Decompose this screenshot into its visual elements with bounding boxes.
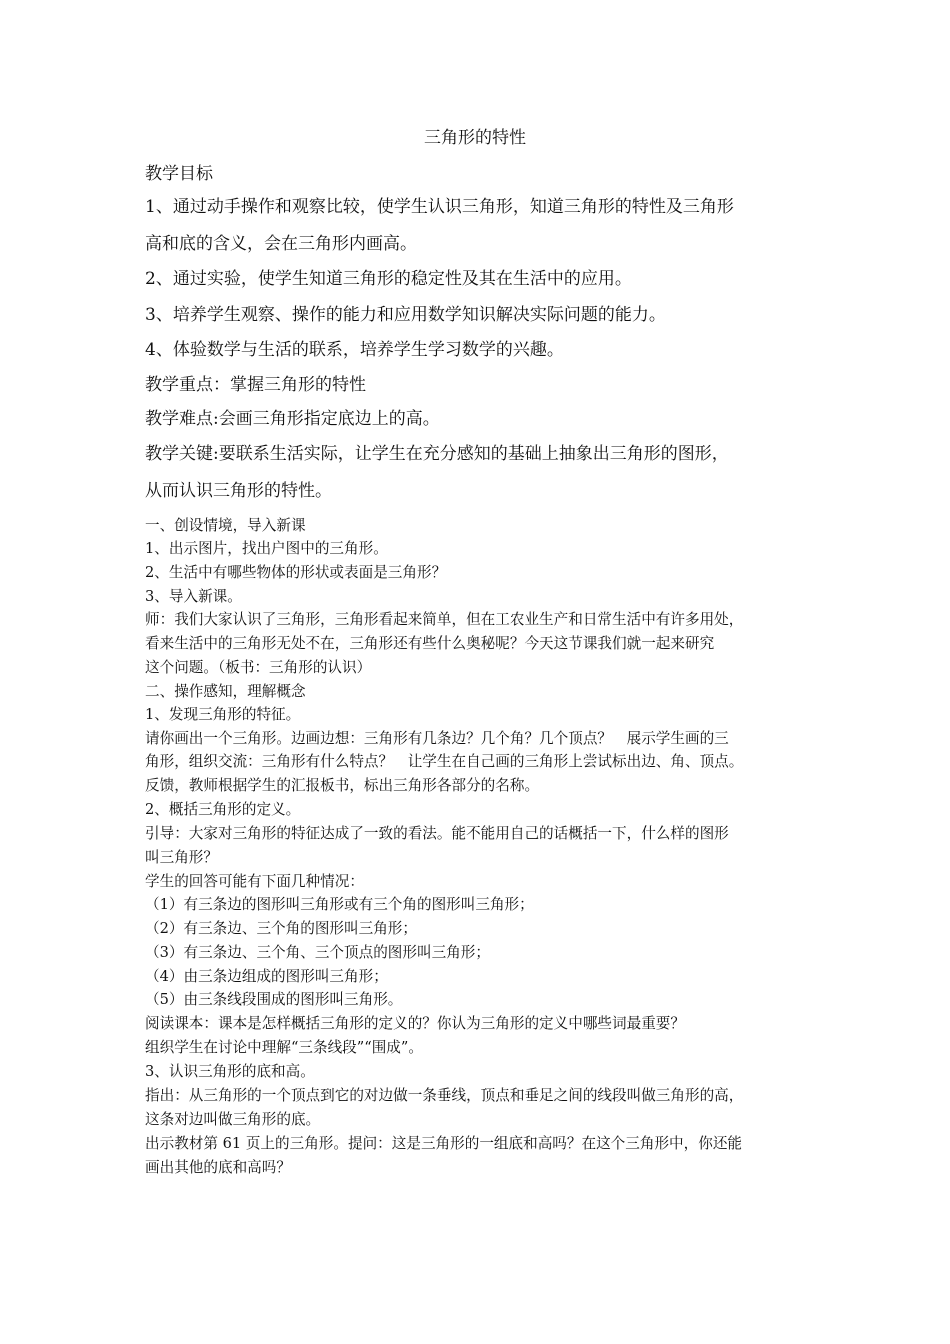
key-line-1: 教学关键:要联系生活实际，让学生在充分感知的基础上抽象出三角形的图形， [145, 444, 729, 464]
difficulty: 教学难点:会画三角形指定底边上的高。 [145, 409, 440, 429]
answers-intro: 学生的回答可能有下面几种情况： [145, 873, 364, 890]
objective-1-line-2: 高和底的含义，会在三角形内画高。 [145, 234, 417, 254]
teacher-line-3: 这个问题。（板书：三角形的认识） [145, 659, 372, 676]
show-line-2: 画出其他的底和高吗？ [145, 1159, 291, 1176]
section-1-step-1: 1、出示图片，找出户图中的三角形。 [145, 540, 388, 557]
section-1-heading: 一、创设情境，导入新课 [145, 517, 306, 534]
objective-2: 2、通过实验，使学生知道三角形的稳定性及其在生活中的应用。 [145, 269, 632, 289]
key-line-2: 从而认识三角形的特性。 [145, 481, 332, 501]
guide-line-2: 叫三角形？ [145, 849, 218, 866]
teacher-line-1: 师：我们大家认识了三角形，三角形看起来简单，但在工农业生产和日常生活中有许多用处， [145, 611, 744, 628]
section-2-point-1: 1、发现三角形的特征。 [145, 706, 301, 723]
point-1-line-1: 请你画出一个三角形。边画边想：三角形有几条边？几个角？几个顶点？ 展示学生画的三 [145, 730, 729, 747]
objective-4: 4、体验数学与生活的联系，培养学生学习数学的兴趣。 [145, 340, 564, 360]
answer-3: （3）有三条边、三个角、三个顶点的图形叫三角形； [145, 944, 490, 961]
point-1-line-2: 角形，组织交流：三角形有什么特点？ 让学生在自己画的三角形上尝试标出边、角、顶点。 [145, 753, 744, 770]
section-1-step-2: 2、生活中有哪些物体的形状或表面是三角形？ [145, 564, 447, 581]
discussion-note: 组织学生在讨论中理解“三条线段”“围成”。 [145, 1039, 423, 1056]
objective-1-line-1: 1、通过动手操作和观察比较，使学生认识三角形，知道三角形的特性及三角形 [145, 197, 734, 217]
reading-prompt: 阅读课本：课本是怎样概括三角形的定义的？你认为三角形的定义中哪些词最重要？ [145, 1015, 685, 1032]
point-out-line-2: 这条对边叫做三角形的底。 [145, 1111, 321, 1128]
answer-1: （1）有三条边的图形叫三角形或有三个角的图形叫三角形； [145, 896, 534, 913]
section-1-step-3: 3、导入新课。 [145, 588, 242, 605]
point-out-line-1: 指出：从三角形的一个顶点到它的对边做一条垂线，顶点和垂足之间的线段叫做三角形的高， [145, 1087, 744, 1104]
section-2-point-2: 2、概括三角形的定义。 [145, 801, 301, 818]
section-2-heading: 二、操作感知，理解概念 [145, 683, 306, 700]
section-2-point-3: 3、认识三角形的底和高。 [145, 1063, 315, 1080]
answer-5: （5）由三条线段围成的图形叫三角形。 [145, 991, 403, 1008]
objective-3: 3、培养学生观察、操作的能力和应用数学知识解决实际问题的能力。 [145, 305, 666, 325]
show-line-1: 出示教材第 61 页上的三角形。提问：这是三角形的一组底和高吗？在这个三角形中，你还能 [145, 1135, 743, 1152]
answer-4: （4）由三条边组成的图形叫三角形； [145, 968, 388, 985]
point-1-line-3: 反馈，教师根据学生的汇报板书，标出三角形各部分的名称。 [145, 777, 540, 794]
page-title: 三角形的特性 [424, 128, 526, 148]
teacher-line-2: 看来生活中的三角形无处不在，三角形还有些什么奥秘呢？今天这节课我们就一起来研究 [145, 635, 715, 652]
key-point: 教学重点：掌握三角形的特性 [145, 375, 366, 395]
answer-2: （2）有三条边、三个角的图形叫三角形； [145, 920, 417, 937]
objectives-heading: 教学目标 [145, 164, 213, 184]
guide-line-1: 引导：大家对三角形的特征达成了一致的看法。能不能用自己的话概括一下，什么样的图形 [145, 825, 729, 842]
